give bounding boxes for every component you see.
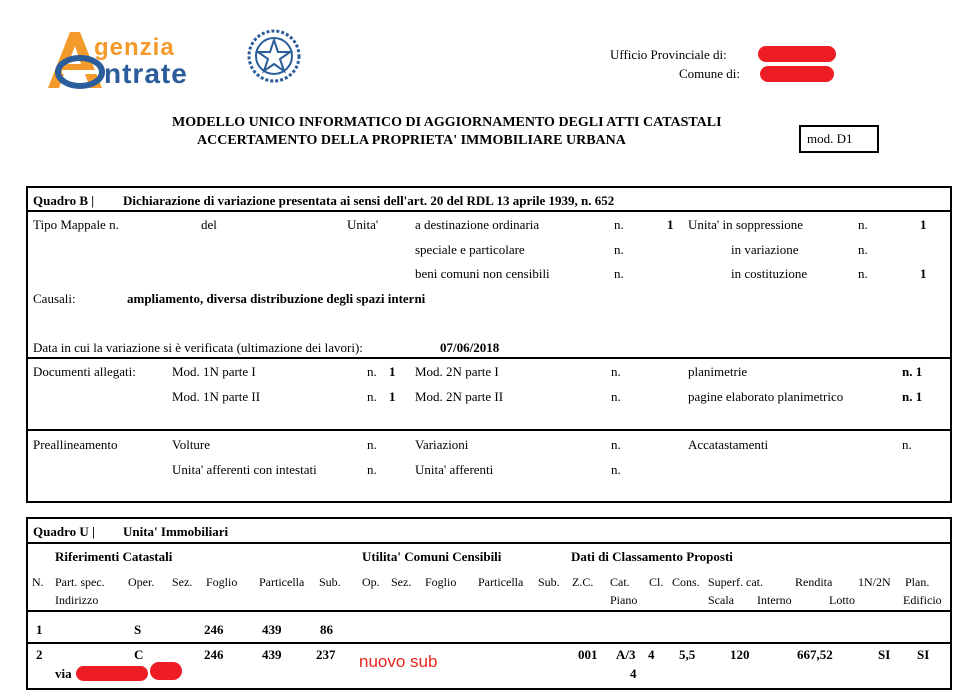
- col-particella: Particella: [259, 575, 305, 589]
- n-label: n.: [858, 217, 868, 232]
- data-variazione-value: 07/06/2018: [440, 340, 500, 355]
- redaction-address-number: [150, 662, 182, 680]
- row-cat: A/3: [616, 647, 636, 662]
- speciale-label: speciale e particolare: [415, 242, 525, 257]
- row-piano: 4: [630, 666, 637, 681]
- col-cl: Cl.: [649, 575, 664, 589]
- col-particella2: Particella: [478, 575, 524, 589]
- mod1n-p2-label: Mod. 1N parte II: [172, 389, 261, 404]
- n-label: n.: [611, 437, 621, 452]
- col-op: Op.: [362, 575, 380, 589]
- n-label: n.: [367, 364, 377, 379]
- tipo-mappale-label: Tipo Mappale n.: [33, 217, 119, 232]
- logo-text-entrate: ntrate: [104, 58, 188, 89]
- n-planimetrie-value: n. 1: [902, 364, 923, 379]
- n-label: n.: [367, 389, 377, 404]
- row-rendita: 667,52: [797, 647, 833, 662]
- col-rendita: Rendita: [795, 575, 833, 589]
- n-label: n.: [902, 437, 912, 452]
- unita-afferenti-intestati-label: Unita' afferenti con intestati: [172, 462, 317, 477]
- quadro-u-title: Quadro U |: [33, 524, 95, 539]
- col-interno: Interno: [757, 593, 792, 607]
- col-cons: Cons.: [672, 575, 700, 589]
- n-label: n.: [611, 462, 621, 477]
- n-label: n.: [367, 462, 377, 477]
- divider: [26, 210, 952, 212]
- nuovo-sub-annotation: nuovo sub: [359, 652, 438, 671]
- planimetrie-label: planimetrie: [688, 364, 748, 379]
- quadro-b-subtitle: Dichiarazione di variazione presentata ai sensi dell'art. 20 del RDL 13 aprile 1939, n. 652: [123, 193, 615, 208]
- variazioni-label: Variazioni: [415, 437, 469, 452]
- rif-catastali-header: Riferimenti Catastali: [55, 549, 173, 564]
- unita-soppressione-label: Unita' in soppressione: [688, 217, 803, 232]
- col-n: N.: [32, 575, 44, 589]
- n-label: n.: [614, 266, 624, 281]
- n-label: n.: [614, 217, 624, 232]
- row-oper: S: [134, 622, 142, 637]
- divider: [26, 642, 952, 644]
- row-via: via: [55, 666, 72, 681]
- col-foglio2: Foglio: [425, 575, 457, 589]
- dest-ordinaria-label: a destinazione ordinaria: [415, 217, 540, 232]
- row-particella: 439: [262, 647, 282, 662]
- n-label: n.: [611, 364, 621, 379]
- accatastamenti-label: Accatastamenti: [688, 437, 769, 452]
- redaction-comune: [760, 66, 834, 82]
- mod1n-p1-label: Mod. 1N parte I: [172, 364, 256, 379]
- in-variazione-label: in variazione: [731, 242, 799, 257]
- row-1n2n: SI: [878, 647, 891, 662]
- row-foglio: 246: [204, 622, 224, 637]
- row-zc: 001: [578, 647, 598, 662]
- col-indirizzo: Indirizzo: [55, 593, 99, 607]
- comune-label: Comune di:: [679, 66, 741, 81]
- col-sez2: Sez.: [391, 575, 412, 589]
- classamento-header: Dati di Classamento Proposti: [571, 549, 733, 564]
- row-sub: 86: [320, 622, 333, 637]
- divider: [26, 429, 952, 431]
- divider: [26, 542, 952, 544]
- mod2n-p1-label: Mod. 2N parte I: [415, 364, 499, 379]
- causali-label: Causali:: [33, 291, 76, 306]
- logo-text-agenzia: genzia: [94, 34, 175, 61]
- col-piano: Piano: [610, 593, 638, 607]
- row-sub: 237: [316, 647, 336, 662]
- mod1n-p1-value: 1: [389, 364, 396, 379]
- title-line-1: MODELLO UNICO INFORMATICO DI AGGIORNAMENTO DEGLI ATTI CATASTALI: [172, 115, 722, 130]
- n-label: n.: [614, 242, 624, 257]
- n-soppressione-value: 1: [920, 217, 927, 232]
- row-cl: 4: [648, 647, 655, 662]
- in-costituzione-label: in costituzione: [731, 266, 808, 281]
- n-label: n.: [367, 437, 377, 452]
- col-plan: Plan.: [905, 575, 930, 589]
- col-1n2n: 1N/2N: [858, 575, 891, 589]
- n-pagine-value: n. 1: [902, 389, 923, 404]
- col-sez: Sez.: [172, 575, 193, 589]
- divider: [26, 357, 952, 359]
- row-foglio: 246: [204, 647, 224, 662]
- del-label: del: [201, 217, 217, 232]
- beni-comuni-label: beni comuni non censibili: [415, 266, 550, 281]
- col-superf: Superf. cat.: [708, 575, 763, 589]
- n-ordinaria-value: 1: [667, 217, 674, 232]
- row-particella: 439: [262, 622, 282, 637]
- row-n: 1: [36, 622, 43, 637]
- pagine-label: pagine elaborato planimetrico: [688, 389, 844, 404]
- row-oper: C: [134, 647, 144, 662]
- col-scala: Scala: [708, 593, 734, 607]
- utilita-header: Utilita' Comuni Censibili: [362, 549, 502, 564]
- n-label: n.: [611, 389, 621, 404]
- col-lotto: Lotto: [829, 593, 855, 607]
- n-label: n.: [858, 266, 868, 281]
- preallineamento-label: Preallineamento: [33, 437, 118, 452]
- redaction-address: [76, 666, 148, 681]
- unita-afferenti-label: Unita' afferenti: [415, 462, 494, 477]
- unita-label: Unita': [347, 217, 379, 232]
- mod2n-p2-label: Mod. 2N parte II: [415, 389, 504, 404]
- col-sub2: Sub.: [538, 575, 560, 589]
- redaction-ufficio: [758, 46, 836, 62]
- n-costituzione-value: 1: [920, 266, 927, 281]
- n-label: n.: [858, 242, 868, 257]
- col-cat: Cat.: [610, 575, 630, 589]
- documenti-label: Documenti allegati:: [33, 364, 136, 379]
- quadro-b-title: Quadro B |: [33, 193, 95, 208]
- row-plan: SI: [917, 647, 930, 662]
- col-edificio: Edificio: [903, 593, 942, 607]
- quadro-u-subtitle: Unita' Immobiliari: [123, 524, 229, 539]
- row-n: 2: [36, 647, 43, 662]
- row-cons: 5,5: [679, 647, 696, 662]
- causali-value: ampliamento, diversa distribuzione degli spazi interni: [127, 291, 426, 306]
- title-line-2: ACCERTAMENTO DELLA PROPRIETA' IMMOBILIARE URBANA: [197, 133, 626, 148]
- volture-label: Volture: [172, 437, 211, 452]
- col-foglio: Foglio: [206, 575, 238, 589]
- divider: [26, 610, 952, 612]
- col-sub: Sub.: [319, 575, 341, 589]
- col-part-spec: Part. spec.: [55, 575, 105, 589]
- col-oper: Oper.: [128, 575, 155, 589]
- col-zc: Z.C.: [572, 575, 594, 589]
- mod-d1-box: mod. D1: [799, 125, 879, 153]
- ufficio-label: Ufficio Provinciale di:: [610, 47, 727, 62]
- row-superf: 120: [730, 647, 750, 662]
- mod1n-p2-value: 1: [389, 389, 396, 404]
- republic-emblem-icon: [246, 28, 302, 84]
- data-variazione-label: Data in cui la variazione si è verificata (ultimazione dei lavori):: [33, 340, 363, 355]
